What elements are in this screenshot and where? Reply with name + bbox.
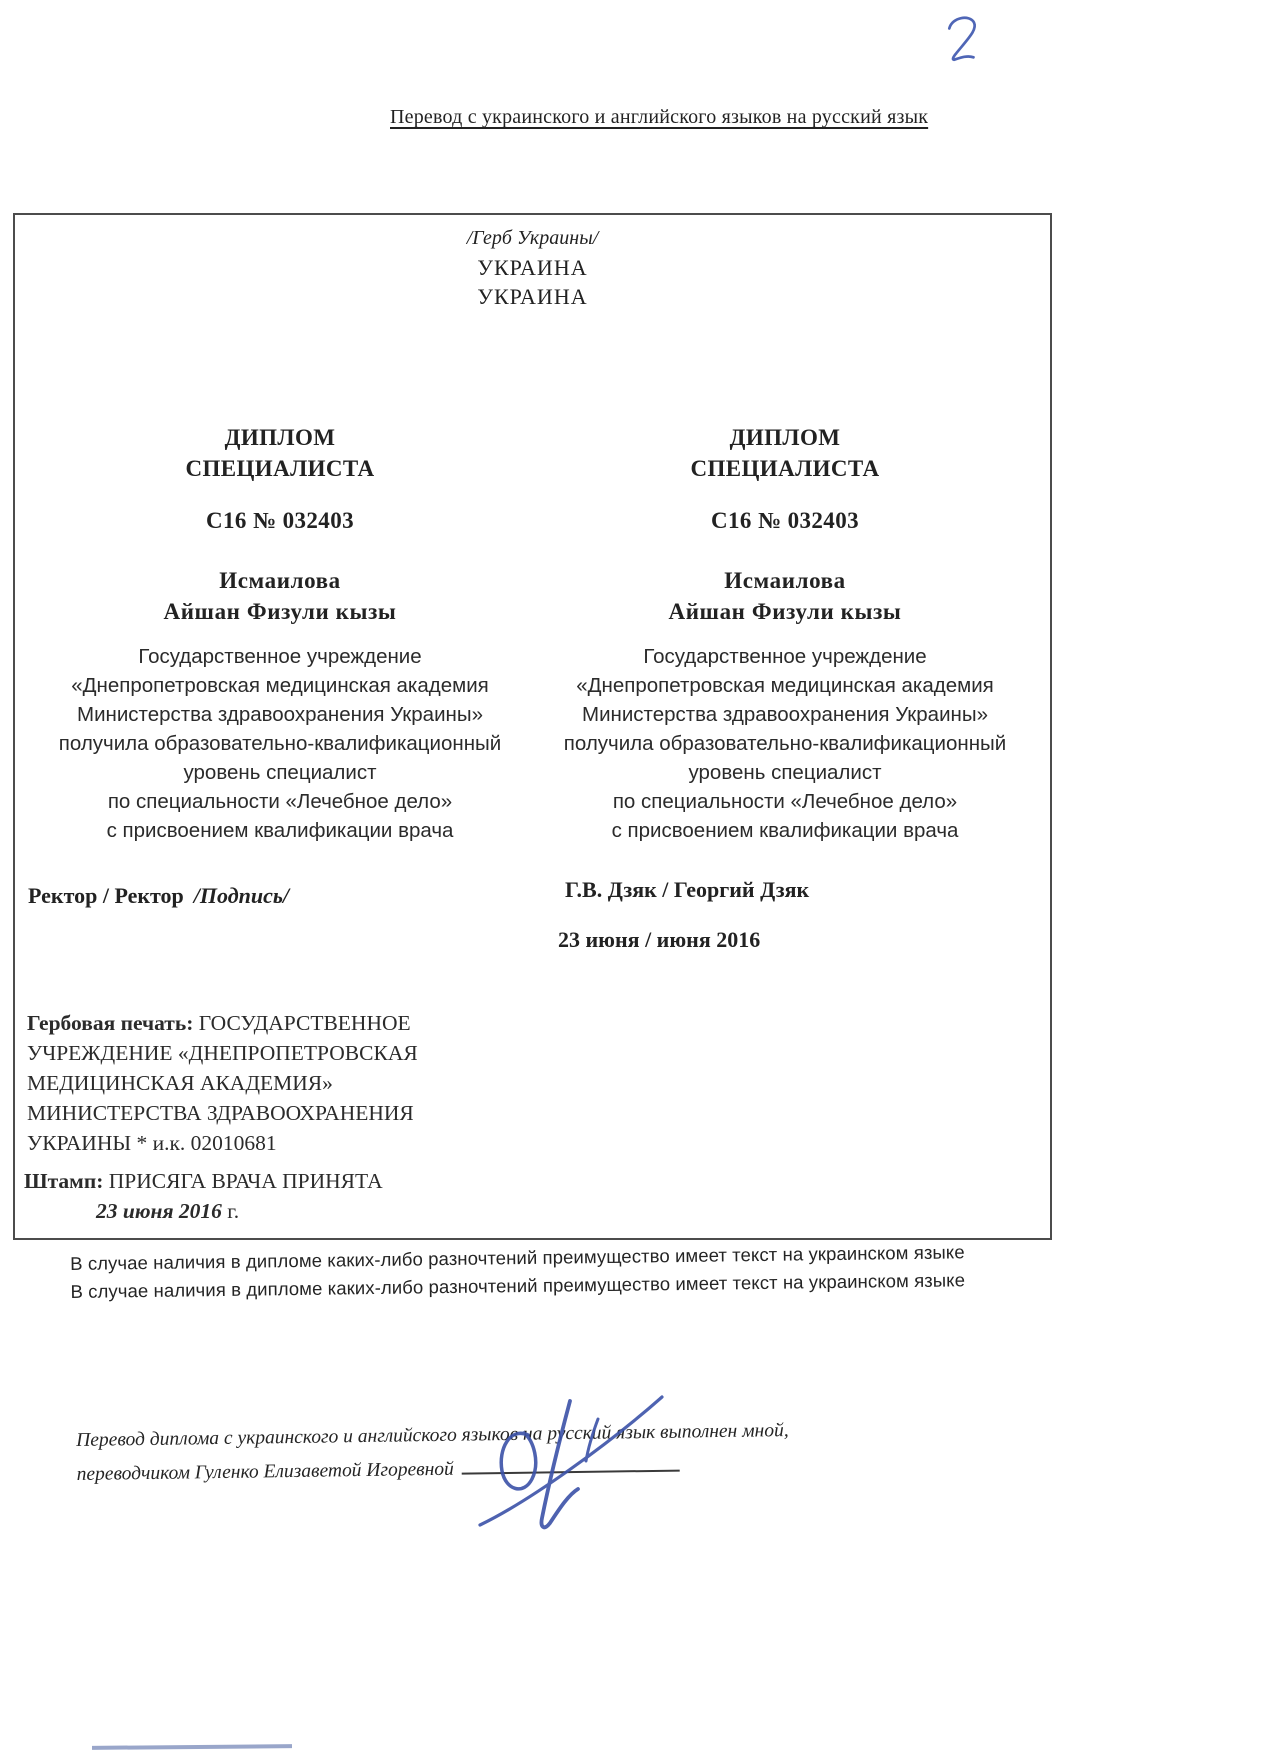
issue-date: 23 июня / июня 2016: [558, 927, 761, 952]
diploma-body-line: с присвоением квалификации врача: [106, 819, 454, 842]
seal-note: [27, 1008, 527, 1158]
diploma-body: [530, 642, 1040, 845]
seal-line: УКРАИНЫ * и.к. 02010681: [27, 1131, 277, 1155]
country-line: УКРАИНА: [477, 255, 588, 280]
disclaimer-block: [70, 1238, 971, 1305]
seal-line: МЕДИЦИНСКАЯ АКАДЕМИЯ»: [27, 1071, 333, 1095]
stamp-note: [24, 1166, 383, 1226]
graduate-name: Исмаилова Айшан Физули кызы: [668, 568, 902, 624]
signatory-name: Г.В. Дзяк / Георгий Дзяк: [565, 877, 810, 902]
diploma-body-line: «Днепропетровская медицинская академия: [576, 674, 994, 697]
handwritten-page-number-icon: [939, 11, 985, 72]
diploma-column-right: [530, 422, 1040, 953]
diploma-body-line: Государственное учреждение: [643, 645, 927, 668]
translator-signature-ink-icon: [450, 1383, 680, 1538]
emblem-note: /Герб Украины/: [466, 227, 599, 249]
herald-block: [15, 224, 1050, 311]
stamp-date-line: 23 июня 2016 г.: [96, 1199, 240, 1223]
diploma-body-line: получила образовательно-квалификационный: [58, 732, 502, 755]
disclaimer-line: В случае наличия в дипломе каких-либо разночтений преимущество имеет текст на украинском языке: [70, 1268, 966, 1302]
diploma-body: [25, 642, 535, 845]
diploma-body-line: по специальности «Лечебное дело»: [107, 790, 453, 813]
diploma-title: ДИПЛОМ СПЕЦИАЛИСТА: [185, 425, 375, 481]
translator-note-line: переводчиком Гуленко Елизаветой Игоревной: [76, 1445, 976, 1492]
diploma-body-line: с присвоением квалификации врача: [611, 819, 959, 842]
diploma-body-line: Министерства здравоохранения Украины»: [582, 703, 988, 726]
diploma-body-line: по специальности «Лечебное дело»: [612, 790, 958, 813]
stamp-label: Штамп:: [24, 1169, 104, 1193]
diploma-body-line: уровень специалист: [688, 761, 882, 784]
seal-line: УЧРЕЖДЕНИЕ «ДНЕПРОПЕТРОВСКАЯ: [27, 1041, 418, 1065]
translator-note-line: Перевод диплома с украинского и английского языков на русский язык выполнен мной,: [76, 1420, 789, 1451]
diploma-body-line: уровень специалист: [183, 761, 377, 784]
seal-line: МИНИСТЕРСТВА ЗДРАВООХРАНЕНИЯ: [27, 1101, 414, 1125]
diploma-body-line: Министерства здравоохранения Украины»: [77, 703, 483, 726]
rector-line: Ректор / Ректор /Подпись/: [28, 883, 290, 908]
stamp-line: Штамп: ПРИСЯГА ВРАЧА ПРИНЯТА: [24, 1169, 383, 1193]
diploma-column-left: [25, 422, 535, 909]
diploma-body-line: получила образовательно-квалификационный: [563, 732, 1007, 755]
page-title: Перевод с украинского и английского языков на русский язык: [390, 106, 929, 128]
diploma-number: С16 № 032403: [710, 508, 860, 533]
diploma-number: С16 № 032403: [205, 508, 355, 533]
disclaimer-line: В случае наличия в дипломе каких-либо разночтений преимущество имеет текст на украинском языке: [70, 1241, 965, 1274]
diploma-title: ДИПЛОМ СПЕЦИАЛИСТА: [690, 425, 880, 481]
graduate-name: Исмаилова Айшан Физули кызы: [163, 568, 397, 624]
diploma-body-line: «Днепропетровская медицинская академия: [71, 674, 489, 697]
seal-label: Гербовая печать:: [27, 1011, 194, 1035]
signature-placeholder: /Подпись/: [193, 883, 290, 908]
seal-line: Гербовая печать: ГОСУДАРСТВЕННОЕ: [27, 1011, 411, 1035]
scan-edge-artifact: [92, 1744, 292, 1750]
certificate-frame: [13, 213, 1052, 1240]
diploma-body-line: Государственное учреждение: [138, 645, 422, 668]
country-line: УКРАИНА: [477, 284, 588, 309]
